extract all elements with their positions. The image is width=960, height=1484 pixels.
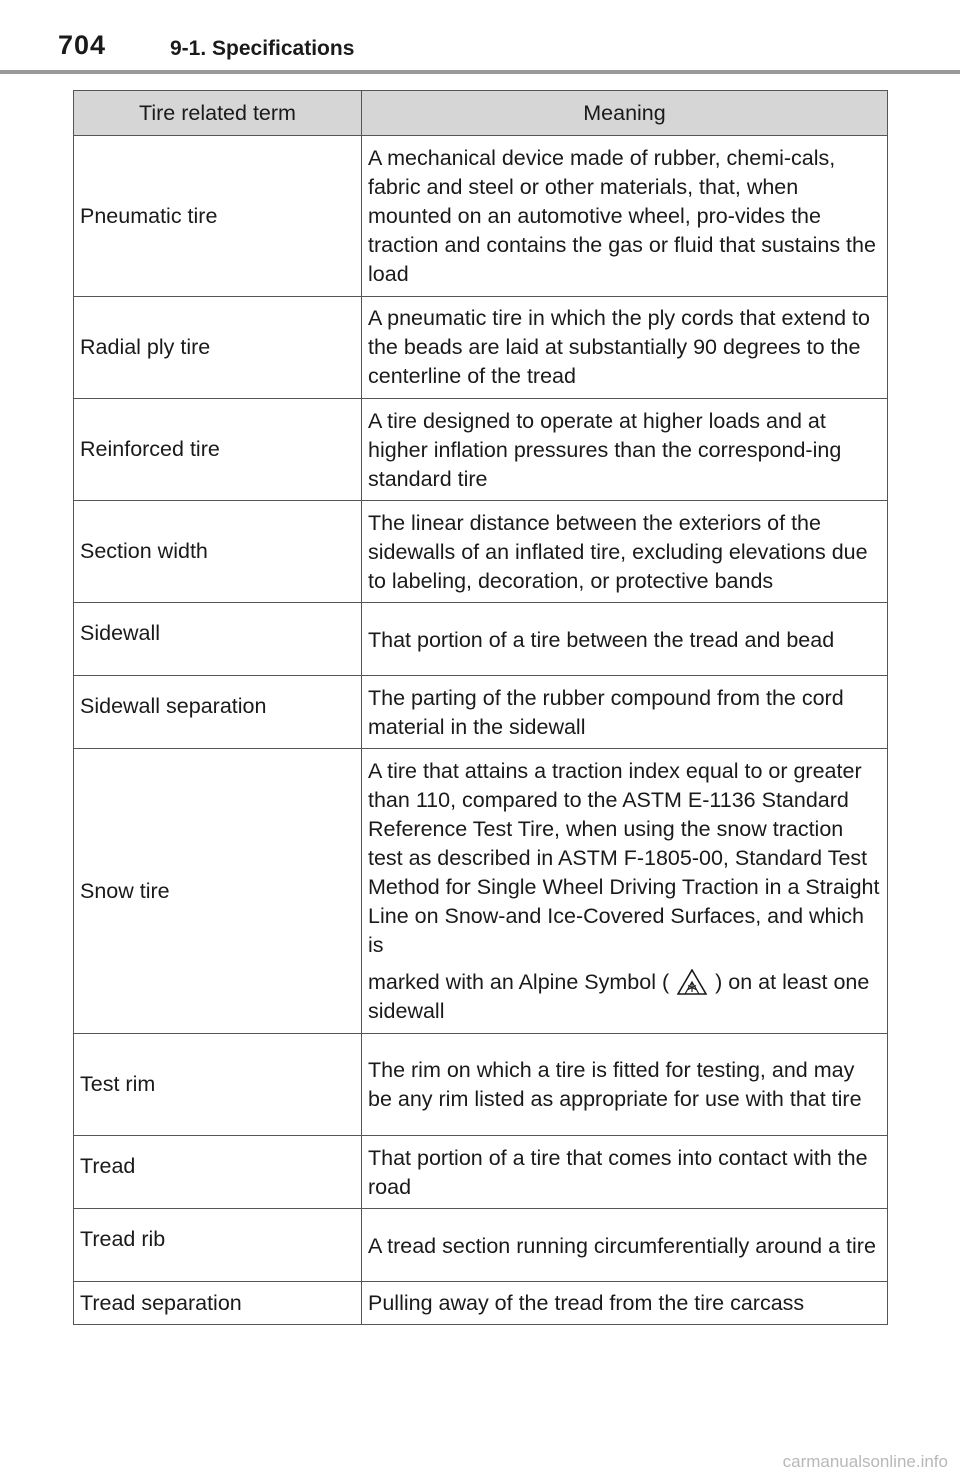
term-cell: Section width [74,501,362,603]
tire-terms-table [73,90,888,1325]
column-header-term: Tire related term [74,91,362,136]
meaning-text-before-icon: marked with an Alpine Symbol ( [368,969,670,994]
table-row [74,297,888,399]
header-rule [0,70,960,74]
term-cell: Pneumatic tire [74,136,362,297]
term-cell: Tread rib [74,1209,362,1282]
term-cell: Test rim [74,1034,362,1136]
meaning-cell [362,749,888,1034]
table-header-row [74,91,888,136]
meaning-cell: A pneumatic tire in which the ply cords that extend to the beads are laid at substantially 90 degrees to the centerline of the tread [362,297,888,399]
meaning-cell: A tread section running circumferentially around a tire [362,1209,888,1282]
meaning-cell: Pulling away of the tread from the tire carcass [362,1282,888,1325]
column-header-meaning: Meaning [362,91,888,136]
meaning-cell: A mechanical device made of rubber, chemi-cals, fabric and steel or other materials, that, when mounted on an automotive wheel, pro-vides the traction and contains the gas or fluid that sustains the load [362,136,888,297]
term-cell: Tread separation [74,1282,362,1325]
table-row [74,749,888,1034]
section-title: 9-1. Specifications [170,37,355,60]
meaning-cell: The parting of the rubber compound from the cord material in the sidewall [362,676,888,749]
meaning-text-after-icon: ) on at least one sidewall [368,969,870,1023]
page-number: 704 [58,30,107,60]
meaning-text: A tire that attains a traction index equal to or greater than 110, compared to the ASTM E-1136 Standard Reference Test Tire, when using the snow traction test as described in ASTM F-1805-00, Standard Test Method for Single Wheel Driving Traction in a Straight Line on Snow-and Ice-Covered Surfaces, and which is [368,758,880,957]
meaning-text-cont [368,968,881,1026]
table-row [74,1209,888,1282]
term-cell: Sidewall [74,603,362,676]
term-cell: Reinforced tire [74,399,362,501]
table-row [74,603,888,676]
table-row [74,1136,888,1209]
table-row [74,1282,888,1325]
term-cell: Radial ply tire [74,297,362,399]
meaning-cell: A tire designed to operate at higher loads and at higher inflation pressures than the correspond-ing standard tire [362,399,888,501]
meaning-cell: The rim on which a tire is fitted for testing, and may be any rim listed as appropriate for use with that tire [362,1034,888,1136]
term-cell: Snow tire [74,749,362,1034]
meaning-cell: That portion of a tire between the tread and bead [362,603,888,676]
meaning-cell: That portion of a tire that comes into contact with the road [362,1136,888,1209]
watermark: carmanualsonline.info [782,1452,948,1471]
table-row [74,136,888,297]
page-header [0,0,960,72]
alpine-symbol-icon [677,969,707,995]
table-row [74,501,888,603]
table-row [74,676,888,749]
table-row [74,1034,888,1136]
table-row [74,399,888,501]
meaning-cell: The linear distance between the exteriors of the sidewalls of an inflated tire, excluding elevations due to labeling, decoration, or protective bands [362,501,888,603]
term-cell: Sidewall separation [74,676,362,749]
term-cell: Tread [74,1136,362,1209]
